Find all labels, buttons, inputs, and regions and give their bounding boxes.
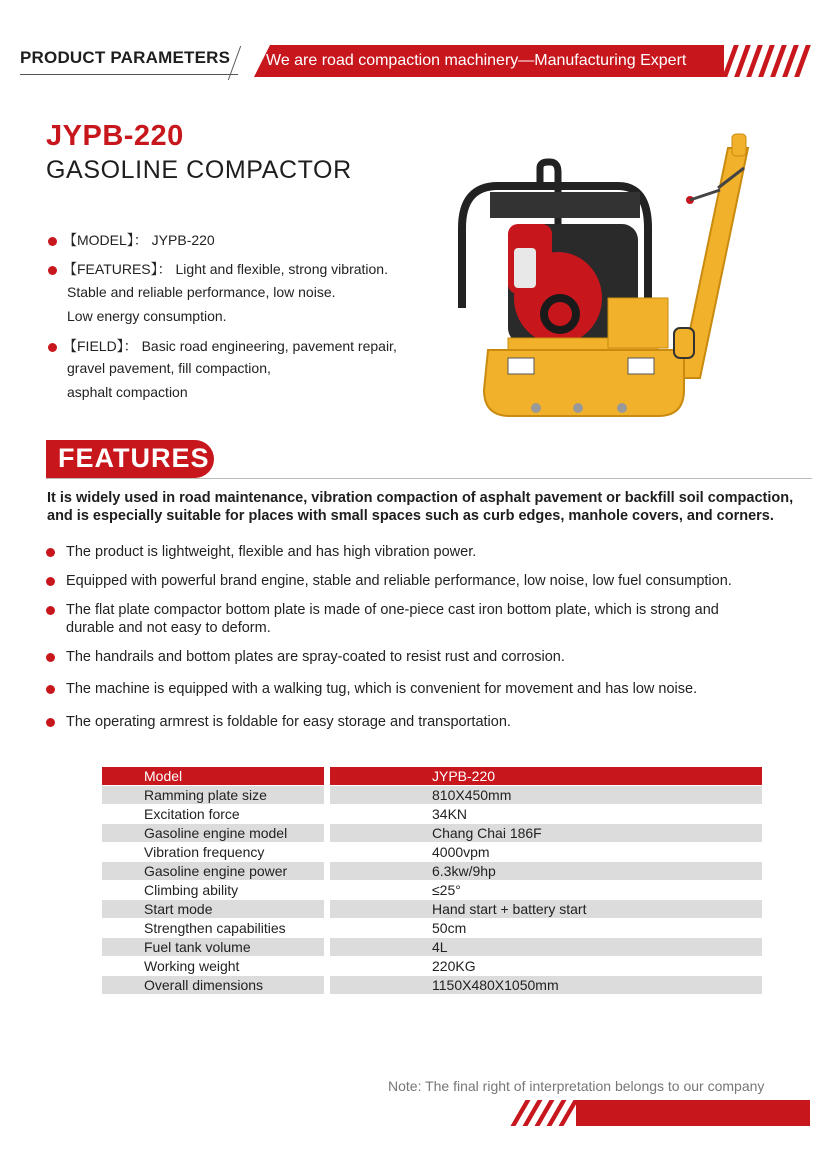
product-name: GASOLINE COMPACTOR (46, 156, 352, 184)
spec-features-cont: Low energy consumption. (67, 308, 227, 324)
section-title: PRODUCT PARAMETERS (20, 48, 231, 67)
table-cell-label: Strengthen capabilities (144, 920, 286, 936)
intro-line: and is especially suitable for places with small spaces such as curb edges, manhole covers, and corners. (47, 508, 774, 524)
bullet-dot (46, 577, 55, 586)
intro-line: It is widely used in road maintenance, vibration compaction of asphalt pavement or backfill soil compaction, (47, 490, 794, 506)
table-row (102, 900, 762, 919)
table-cell-label: Model (144, 768, 183, 784)
footer-bar (576, 1100, 810, 1126)
feature-item: The product is lightweight, flexible and has high vibration power. (46, 543, 786, 561)
table-cell-value: ≤25° (432, 882, 461, 898)
spec-features-cont: Stable and reliable performance, low noise. (67, 284, 336, 300)
bullet-dot (46, 606, 55, 615)
table-cell-value: Chang Chai 186F (432, 825, 542, 841)
model-title: JYPB-220 (46, 120, 184, 152)
table-cell-label: Vibration frequency (144, 844, 265, 860)
feature-item: The flat plate compactor bottom plate is made of one-piece cast iron bottom plate, which is strong and durable and not easy to deform. (46, 601, 786, 619)
compactor-image (448, 128, 798, 426)
spec-model: 【MODEL】： JYPB-220 (48, 230, 215, 250)
table-cell-label: Excitation force (144, 806, 240, 822)
features-intro (47, 489, 827, 525)
section-title-underline (20, 74, 238, 75)
table-cell-label: Fuel tank volume (144, 939, 251, 955)
feature-item: Equipped with powerful brand engine, stable and reliable performance, low noise, low fuel consumption. (46, 572, 786, 590)
table-cell-value: 1150X480X1050mm (432, 977, 559, 993)
feature-item: The handrails and bottom plates are spray-coated to resist rust and corrosion. (46, 648, 786, 666)
table-cell-value: 220KG (432, 958, 476, 974)
table-cell-label: Climbing ability (144, 882, 239, 898)
table-row (102, 957, 762, 976)
table-row (102, 862, 762, 881)
slogan-text: We are road compaction machinery—Manufacturing Expert (266, 52, 687, 69)
table-cell-label: Start mode (144, 901, 213, 917)
bullet-dot (48, 343, 57, 352)
table-cell-value: 6.3kw/9hp (432, 863, 496, 879)
table-cell-value: JYPB-220 (432, 768, 496, 784)
table-row (102, 919, 762, 938)
feature-item: The operating armrest is foldable for easy storage and transportation. (46, 713, 786, 731)
features-heading: FEATURES (58, 443, 210, 473)
table-cell-value: 50cm (432, 920, 467, 936)
table-row (102, 824, 762, 843)
spec-field: 【FIELD】： Basic road engineering, pavement repair, (48, 336, 397, 356)
table-cell-value: 4L (432, 939, 448, 955)
table-cell-value: Hand start + battery start (432, 901, 587, 917)
table-row (102, 881, 762, 900)
features-divider (46, 478, 812, 479)
spec-field-cont: gravel pavement, fill compaction, (67, 360, 271, 376)
table-header-row (102, 767, 762, 786)
table-cell-label: Working weight (144, 958, 240, 974)
table-cell-label: Gasoline engine power (144, 863, 288, 879)
table-row (102, 843, 762, 862)
table-cell-label: Overall dimensions (144, 977, 264, 993)
table-row (102, 786, 762, 805)
table-cell-value: 34KN (432, 806, 468, 822)
bullet-dot (46, 548, 55, 557)
spec-features: 【FEATURES】： Light and flexible, strong vibration. (48, 259, 388, 279)
table-row (102, 805, 762, 824)
table-row (102, 976, 762, 995)
table-cell-value: 810X450mm (432, 787, 512, 803)
feature-item: The machine is equipped with a walking tug, which is convenient for movement and has low noise. (46, 680, 786, 698)
table-cell-label: Gasoline engine model (144, 825, 288, 841)
bullet-dot (46, 653, 55, 662)
bullet-dot (48, 237, 57, 246)
footer-note: Note: The final right of interpretation belongs to our company (388, 1078, 765, 1094)
footer-stripes (512, 1100, 578, 1126)
table-cell-value: 4000vpm (432, 844, 490, 860)
spec-field-cont: asphalt compaction (67, 384, 188, 400)
banner-stripes (720, 45, 810, 77)
table-row (102, 938, 762, 957)
bullet-dot (46, 718, 55, 727)
bullet-dot (46, 685, 55, 694)
bullet-dot (48, 266, 57, 275)
table-cell-label: Ramming plate size (144, 787, 267, 803)
